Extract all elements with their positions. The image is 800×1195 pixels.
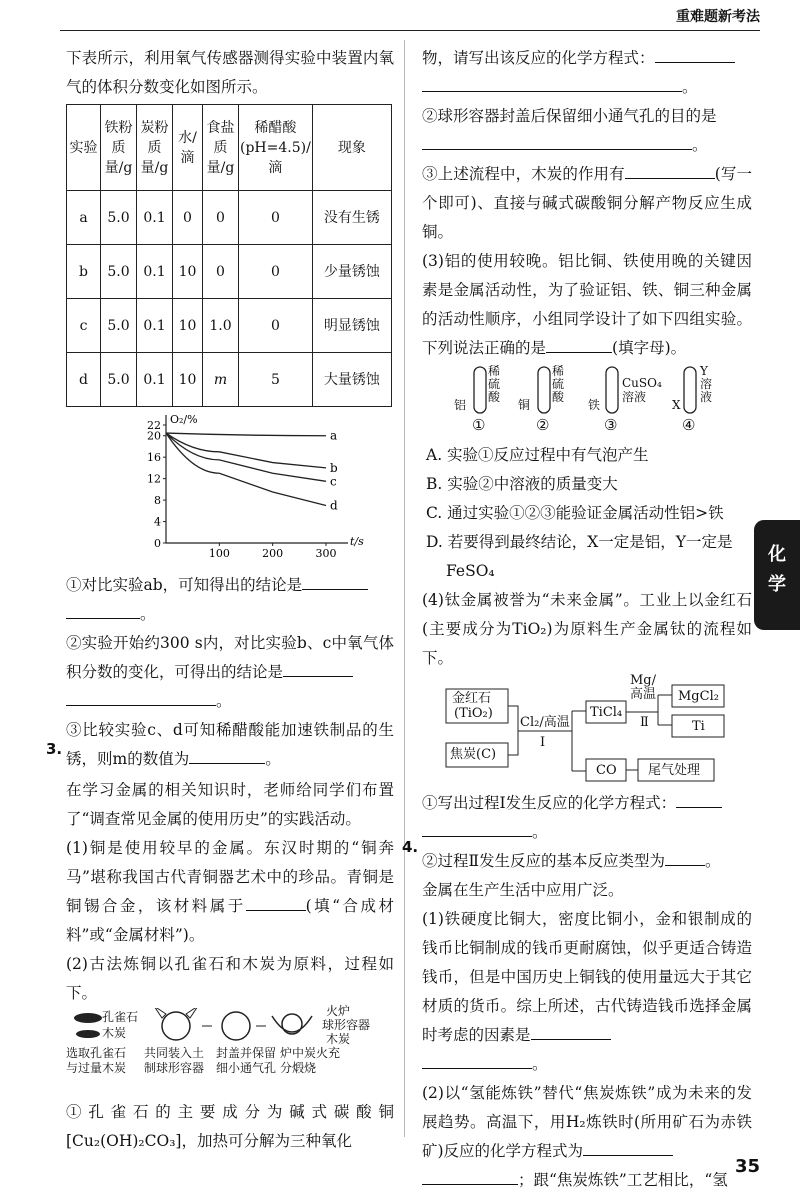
r4b-text: (填字母)。 xyxy=(612,339,687,357)
y-tick-label: 12 xyxy=(147,472,161,486)
q3-part3 xyxy=(66,1098,394,1156)
vessel-label: 球形容器 xyxy=(322,1018,371,1032)
r6-text: ①写出过程Ⅰ发生反应的化学方程式： xyxy=(422,794,677,812)
test-tube-icon xyxy=(606,367,618,413)
tube-1-solution: 稀硫酸 xyxy=(488,364,501,404)
r-line-1-end: 。 xyxy=(422,73,752,102)
r-line-1 xyxy=(422,44,752,73)
table-header: 炭粉质量/g xyxy=(137,105,173,191)
x-tick-label: 300 xyxy=(315,547,337,560)
r-line-6 xyxy=(422,789,752,818)
table-cell: c xyxy=(67,299,101,353)
copper-process-diagram xyxy=(66,1004,394,1098)
table-cell: 10 xyxy=(173,299,203,353)
y-axis-label: O₂/% xyxy=(170,413,198,426)
table-cell: 10 xyxy=(173,353,203,407)
table-cell: m xyxy=(203,353,239,407)
series-label-b: b xyxy=(330,460,338,475)
r2-text: ②球形容器封盖后保留细小通气孔的目的是 xyxy=(422,107,717,125)
r3b-text: (写一个即可)、直接与碱式碳酸铜分解产物反应生成铜。 xyxy=(422,165,752,241)
tube-4-number: ④ xyxy=(682,416,696,434)
step-3: 封盖并保留细小通气孔 xyxy=(216,1046,277,1075)
q3-part1-text: (1)铜是使用较早的金属。东汉时期的“铜奔马”堪称我国古代青铜器艺术中的珍品。青铜是铜锡合金，该材料属于 xyxy=(66,839,394,915)
table-cell: 0 xyxy=(239,245,313,299)
question-number-3: 3. xyxy=(46,740,63,758)
tube-4-metal: X xyxy=(672,398,681,412)
answer-blank[interactable] xyxy=(422,136,692,150)
table-cell: 1.0 xyxy=(203,299,239,353)
question-1 xyxy=(66,571,394,600)
answer-blank[interactable] xyxy=(665,852,705,866)
q3-part3-text: ①孔雀石的主要成分为碱式碳酸铜[Cu₂(OH)₂CO₃]，加热可分解为三种氧化 xyxy=(66,1103,394,1150)
answer-blank[interactable] xyxy=(246,897,306,911)
furnace-icon xyxy=(272,1016,312,1032)
q4-part1-text: (1)铁硬度比铜大，密度比铜小，金和银制成的钱币比铜制成的钱币更耐腐蚀，似乎更适合铸造钱币，但是中国历史上铜钱的使用量远大于其它材质的货币。综上所述，古代铸造钱币选择金属时考虑的因素是 xyxy=(422,910,752,1044)
right-column xyxy=(422,44,752,1195)
answer-blank[interactable] xyxy=(66,605,140,619)
series-line-b xyxy=(166,433,326,468)
table-cell: 0.1 xyxy=(137,299,173,353)
answer-blank[interactable] xyxy=(302,576,368,590)
y-tick-label: 4 xyxy=(154,515,161,529)
malachite-icon xyxy=(74,1013,102,1023)
table-cell: a xyxy=(67,191,101,245)
tube-3-solution: CuSO₄ xyxy=(622,376,662,390)
answer-blank[interactable] xyxy=(655,49,735,63)
experiment-table xyxy=(66,104,392,407)
page-number: 35 xyxy=(734,1156,760,1177)
y-tick-label: 0 xyxy=(154,537,161,550)
answer-blank[interactable] xyxy=(283,663,353,677)
step-II: Ⅱ xyxy=(640,715,649,730)
tube-2-metal: 铜 xyxy=(518,398,531,412)
q4-intro-text: 金属在生产生活中应用广泛。 xyxy=(422,881,624,899)
y-tick-label: 22 xyxy=(147,419,161,432)
furnace-label: 火炉 xyxy=(326,1004,351,1018)
table-cell: 5.0 xyxy=(101,191,137,245)
q3-part1 xyxy=(66,834,394,950)
y-tick-label: 8 xyxy=(154,494,161,508)
table-cell: 5.0 xyxy=(101,299,137,353)
cond-2b: 高温 xyxy=(630,687,657,702)
flow-line xyxy=(572,711,586,771)
answer-blank[interactable] xyxy=(625,165,715,179)
cond-2a: Mg/ xyxy=(630,673,657,688)
table-header: 铁粉质量/g xyxy=(101,105,137,191)
tail-gas-label: 尾气处理 xyxy=(648,763,701,778)
q4-part1-end: 。 xyxy=(422,1050,752,1079)
table-cell: 0 xyxy=(173,191,203,245)
malachite-label: 孔雀石 xyxy=(102,1010,139,1024)
question-2-text: ②实验开始约300 s内，对比实验b、c中氧气体积分数的变化，可得出的结论是 xyxy=(66,634,394,681)
answer-blank[interactable] xyxy=(531,1026,611,1040)
answer-blank[interactable] xyxy=(546,339,612,353)
tube-3-number: ③ xyxy=(604,416,618,434)
q3-part2 xyxy=(66,950,394,1008)
option-b[interactable]: B. 实验②中溶液的质量变大 xyxy=(426,475,618,493)
series-label-a: a xyxy=(330,428,338,443)
rutile-label: 金红石 xyxy=(452,691,492,706)
q3-part2-text: (2)古法炼铜以孔雀石和木炭为原料，过程如下。 xyxy=(66,955,394,1002)
option-c[interactable]: C. 通过实验①②③能验证金属活动性铝>铁 xyxy=(426,504,724,522)
vessel-open-icon xyxy=(162,1012,190,1040)
charcoal2-label: 木炭 xyxy=(326,1032,351,1046)
r-line-7: ②过程Ⅱ发生反应的基本反应类型为 。 xyxy=(422,852,721,870)
ti-label: Ti xyxy=(692,719,705,734)
q3-intro-text: 在学习金属的相关知识时，老师给同学们布置了“调查常见金属的使用历史”的实践活动。 xyxy=(66,781,394,828)
q4-part2-end xyxy=(422,1166,752,1195)
oxygen-chart xyxy=(66,411,392,561)
y-tick-label: 20 xyxy=(147,429,161,443)
answer-blank[interactable] xyxy=(66,692,216,706)
q4-part1 xyxy=(422,905,752,1050)
header-rule xyxy=(60,30,760,31)
ticl4-label: TiCl₄ xyxy=(590,705,623,720)
table-cell: 5.0 xyxy=(101,353,137,407)
r5-text: (4)钛金属被誉为“未来金属”。工业上以金红石(主要成分为TiO₂)为原料生产金属钛的流程如下。 xyxy=(422,591,752,667)
table-row xyxy=(67,191,392,245)
r-line-2 xyxy=(422,102,752,131)
q4-part2-suffix: ；跟“焦炭炼铁”工艺相比，“氢 xyxy=(518,1171,728,1189)
table-header: 稀醋酸(pH=4.5)/滴 xyxy=(239,105,313,191)
answer-blank[interactable] xyxy=(189,750,265,764)
co-label: CO xyxy=(596,763,617,778)
coke-label: 焦炭(C) xyxy=(450,747,497,762)
answer-blank[interactable] xyxy=(422,1055,532,1069)
table-header: 现象 xyxy=(312,105,391,191)
table-cell: 5 xyxy=(239,353,313,407)
tube-1-number: ① xyxy=(472,416,486,434)
q4-part2 xyxy=(422,1079,752,1166)
series-label-c: c xyxy=(330,474,337,489)
q4-part2-text: (2)以“氢能炼铁”替代“焦炭炼铁”成为未来的发展趋势。高温下，用H₂炼铁时(所用矿石为赤铁矿)反应的化学方程式为 xyxy=(422,1084,752,1160)
table-cell: 大量锈蚀 xyxy=(312,353,391,407)
subject-tab xyxy=(754,520,800,630)
test-tubes-diagram xyxy=(422,363,752,441)
answer-blank[interactable] xyxy=(676,794,722,808)
q4-intro xyxy=(422,876,752,905)
tube-2-solution: 稀硫酸 xyxy=(552,364,565,404)
r4-text: (3)铝的使用较晚。铝比铜、铁使用晚的关键因素是金属活动性，为了验证铝、铁、铜三种金属的活动性顺序，小组同学设计了如下四组实验。下列说法正确的是 xyxy=(422,252,752,357)
tube-3-solution2: 溶液 xyxy=(622,390,647,404)
charcoal-label: 木炭 xyxy=(102,1026,127,1040)
r3a-text: ③上述流程中，木炭的作用有 xyxy=(422,165,625,183)
answer-blank[interactable] xyxy=(422,1171,518,1185)
table-cell: 少量锈蚀 xyxy=(312,245,391,299)
tube-2-number: ② xyxy=(536,416,550,434)
option-a[interactable]: A. 实验①反应过程中有气泡产生 xyxy=(426,446,649,464)
table-cell: 10 xyxy=(173,245,203,299)
cond-1: Cl₂/高温 xyxy=(520,715,570,730)
table-row xyxy=(67,299,392,353)
left-column xyxy=(66,44,394,1156)
tube-3-metal: 铁 xyxy=(588,398,601,412)
subject-tab-label: 化学 xyxy=(768,544,786,595)
r-line-2-end: 。 xyxy=(422,131,752,160)
q3-intro xyxy=(66,776,394,834)
x-tick-label: 100 xyxy=(208,547,230,560)
question-2-end: 。 xyxy=(66,687,394,716)
intro-text: 下表所示，利用氧气传感器测得实验中装置内氧气的体积分数变化如图所示。 xyxy=(66,49,394,96)
r-line-3 xyxy=(422,160,752,247)
vessel-closed-icon xyxy=(222,1012,250,1040)
table-cell: 明显锈蚀 xyxy=(312,299,391,353)
q3-part1-suffix: (填“合成材料”或“金属材料”)。 xyxy=(66,897,394,944)
table-cell: 0.1 xyxy=(137,353,173,407)
charcoal-icon xyxy=(76,1030,100,1038)
step-I: Ⅰ xyxy=(540,735,546,750)
rutile-formula: (TiO₂) xyxy=(454,706,493,721)
table-cell: d xyxy=(67,353,101,407)
r-line-4 xyxy=(422,247,752,363)
table-header: 食盐质量/g xyxy=(203,105,239,191)
question-3-text: ③比较实验c、d可知稀醋酸能加速铁制品的生锈，则m的数值为 xyxy=(66,721,394,768)
series-line-d xyxy=(166,433,326,505)
question-1-text: ①对比实验ab，可知得出的结论是 xyxy=(66,576,303,594)
step-2: 共同装入土制球形容器 xyxy=(144,1046,205,1075)
y-tick-label: 16 xyxy=(147,451,161,465)
table-cell: 0.1 xyxy=(137,245,173,299)
table-row xyxy=(67,353,392,407)
table-header: 实验 xyxy=(67,105,101,191)
table-cell: 0 xyxy=(203,191,239,245)
x-tick-label: 200 xyxy=(262,547,284,560)
table-cell: 0.1 xyxy=(137,191,173,245)
r-line-5 xyxy=(422,586,752,673)
table-row xyxy=(67,245,392,299)
table-header: 水/滴 xyxy=(173,105,203,191)
answer-blank[interactable] xyxy=(422,78,682,92)
table-header-row xyxy=(67,105,392,191)
furnace-vessel-icon xyxy=(282,1014,302,1034)
header-title: 重难题新考法 xyxy=(676,9,760,25)
r7-text: ②过程Ⅱ发生反应的基本反应类型为 xyxy=(422,852,666,870)
table-cell: 0 xyxy=(239,191,313,245)
table-cell: 0 xyxy=(239,299,313,353)
series-label-d: d xyxy=(330,498,338,513)
answer-blank[interactable] xyxy=(422,823,532,837)
question-3: ③比较实验c、d可知稀醋酸能加速铁制品的生锈，则m的数值为 。 xyxy=(66,721,394,768)
option-d[interactable]: D. 若要得到最终结论，X一定是铝，Y一定是FeSO₄ xyxy=(426,533,733,580)
tube-4-solution: Y溶液 xyxy=(700,364,713,404)
mgcl2-label: MgCl₂ xyxy=(678,689,719,704)
step-4: 炉中炭火充分煅烧 xyxy=(280,1046,341,1075)
r1-text: 物，请写出该反应的化学方程式： xyxy=(422,49,655,67)
step-1: 选取孔雀石与过量木炭 xyxy=(66,1046,127,1075)
question-number-4: 4. xyxy=(402,838,419,856)
column-divider xyxy=(404,40,405,1137)
table-cell: 没有生锈 xyxy=(312,191,391,245)
test-tube-icon xyxy=(538,367,550,413)
tube-1-metal: 铝 xyxy=(454,398,467,412)
x-axis-label: t/s xyxy=(350,535,364,548)
r-line-6-end: 。 xyxy=(422,818,752,847)
test-tube-icon xyxy=(684,367,696,413)
series-line-a xyxy=(166,433,326,436)
test-tube-icon xyxy=(474,367,486,413)
question-1-end: 。 xyxy=(66,600,394,629)
titanium-flow-diagram xyxy=(422,673,752,789)
table-cell: 5.0 xyxy=(101,245,137,299)
vessel-lid-icon xyxy=(154,1008,198,1018)
table-cell: 0 xyxy=(203,245,239,299)
answer-blank[interactable] xyxy=(583,1142,673,1156)
table-cell: b xyxy=(67,245,101,299)
question-2 xyxy=(66,629,394,687)
